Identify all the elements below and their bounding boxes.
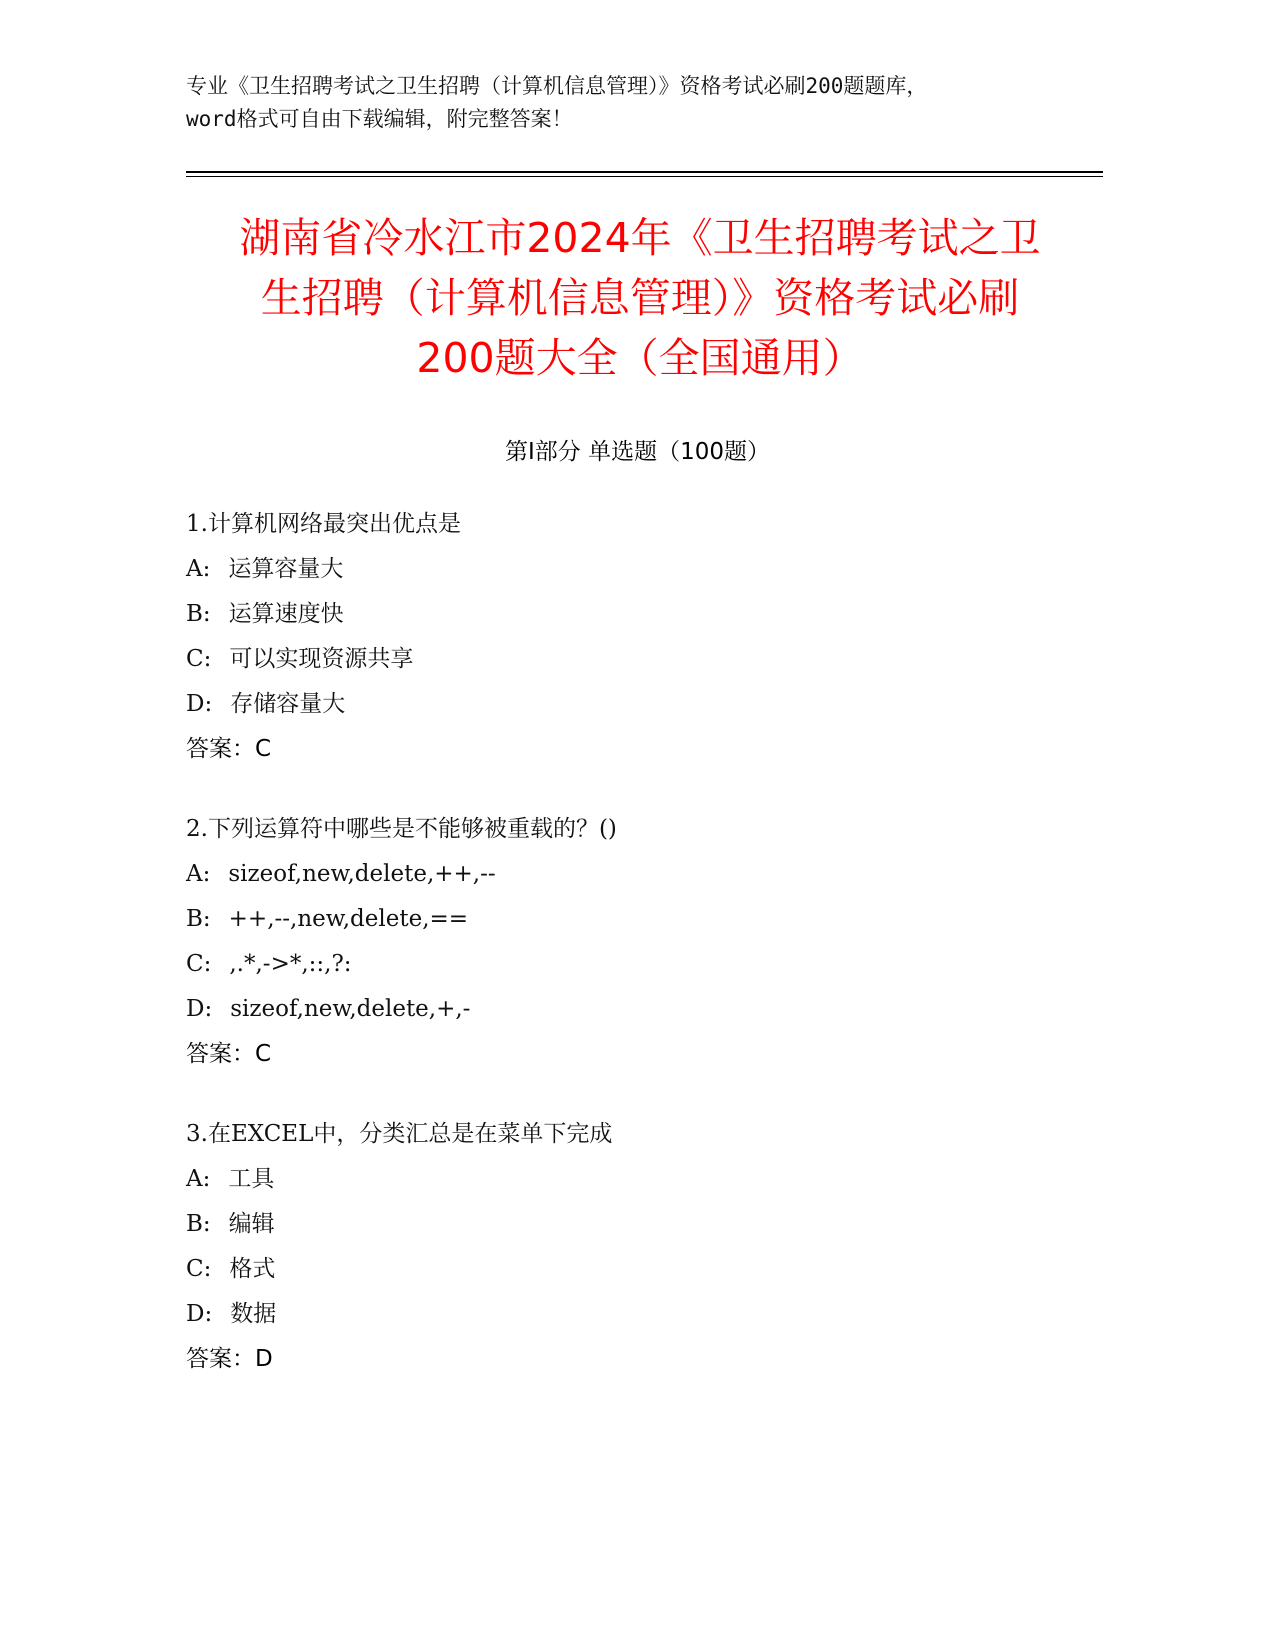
option-text: 编辑 bbox=[228, 1211, 275, 1237]
title-line-1: 湖南省冷水江市2024年《卫生招聘考试之卫 bbox=[239, 214, 1041, 262]
option-c bbox=[186, 637, 1086, 682]
option-key: A: bbox=[186, 861, 211, 887]
option-text: sizeof,new,delete,++,-- bbox=[228, 861, 496, 887]
option-key: D: bbox=[186, 996, 213, 1022]
option-a bbox=[186, 1157, 1086, 1202]
option-c bbox=[186, 942, 1086, 987]
option-key: D: bbox=[186, 1301, 213, 1327]
answer-label: 答案： bbox=[186, 736, 255, 762]
option-text: 运算速度快 bbox=[228, 601, 344, 627]
answer-label: 答案： bbox=[186, 1041, 255, 1067]
document-title bbox=[160, 208, 1120, 388]
option-a bbox=[186, 547, 1086, 592]
option-a bbox=[186, 852, 1086, 897]
title-line-2: 生招聘（计算机信息管理）》资格考试必刷 bbox=[260, 274, 1020, 322]
question-stem: 2.下列运算符中哪些是不能够被重载的？() bbox=[186, 816, 617, 842]
option-text: sizeof,new,delete,+,- bbox=[230, 996, 471, 1022]
question-stem: 1.计算机网络最突出优点是 bbox=[186, 511, 461, 537]
intro-line-2: word格式可自由下载编辑，附完整答案！ bbox=[186, 107, 573, 131]
option-key: C: bbox=[186, 1256, 212, 1282]
option-text: 格式 bbox=[229, 1256, 276, 1282]
section-heading: 第I部分 单选题（100题） bbox=[505, 439, 770, 465]
option-key: B: bbox=[186, 906, 211, 932]
option-text: 存储容量大 bbox=[230, 691, 346, 717]
option-text: ++,--,new,delete,== bbox=[228, 906, 469, 932]
answer-line bbox=[186, 1337, 1086, 1382]
option-text: 工具 bbox=[228, 1166, 275, 1192]
answer-value: C bbox=[255, 736, 272, 762]
answer-label: 答案： bbox=[186, 1346, 255, 1372]
option-key: C: bbox=[186, 646, 212, 672]
question-stem: 3.在EXCEL中，分类汇总是在菜单下完成 bbox=[186, 1121, 613, 1147]
option-key: B: bbox=[186, 1211, 211, 1237]
option-d bbox=[186, 682, 1086, 727]
option-d bbox=[186, 1292, 1086, 1337]
answer-line bbox=[186, 727, 1086, 772]
header-rule-thick bbox=[186, 171, 1103, 173]
question-3 bbox=[186, 1112, 1086, 1382]
header-rule-thin bbox=[186, 176, 1103, 177]
option-b bbox=[186, 592, 1086, 637]
option-key: A: bbox=[186, 556, 211, 582]
option-key: A: bbox=[186, 1166, 211, 1192]
option-key: B: bbox=[186, 601, 211, 627]
option-key: D: bbox=[186, 691, 213, 717]
title-line-3: 200题大全（全国通用） bbox=[416, 334, 864, 382]
intro-text bbox=[186, 70, 1106, 136]
option-b bbox=[186, 1202, 1086, 1247]
option-key: C: bbox=[186, 951, 212, 977]
option-text: ,.*,->*,::,?: bbox=[229, 951, 352, 977]
question-2 bbox=[186, 807, 1086, 1077]
option-c bbox=[186, 1247, 1086, 1292]
question-1 bbox=[186, 502, 1086, 772]
option-text: 可以实现资源共享 bbox=[229, 646, 414, 672]
answer-value: C bbox=[255, 1041, 272, 1067]
option-text: 运算容量大 bbox=[228, 556, 344, 582]
option-d bbox=[186, 987, 1086, 1032]
option-b bbox=[186, 897, 1086, 942]
answer-value: D bbox=[255, 1346, 273, 1372]
answer-line bbox=[186, 1032, 1086, 1077]
option-text: 数据 bbox=[230, 1301, 277, 1327]
intro-line-1: 专业《卫生招聘考试之卫生招聘（计算机信息管理）》资格考试必刷200题题库， bbox=[186, 74, 928, 98]
